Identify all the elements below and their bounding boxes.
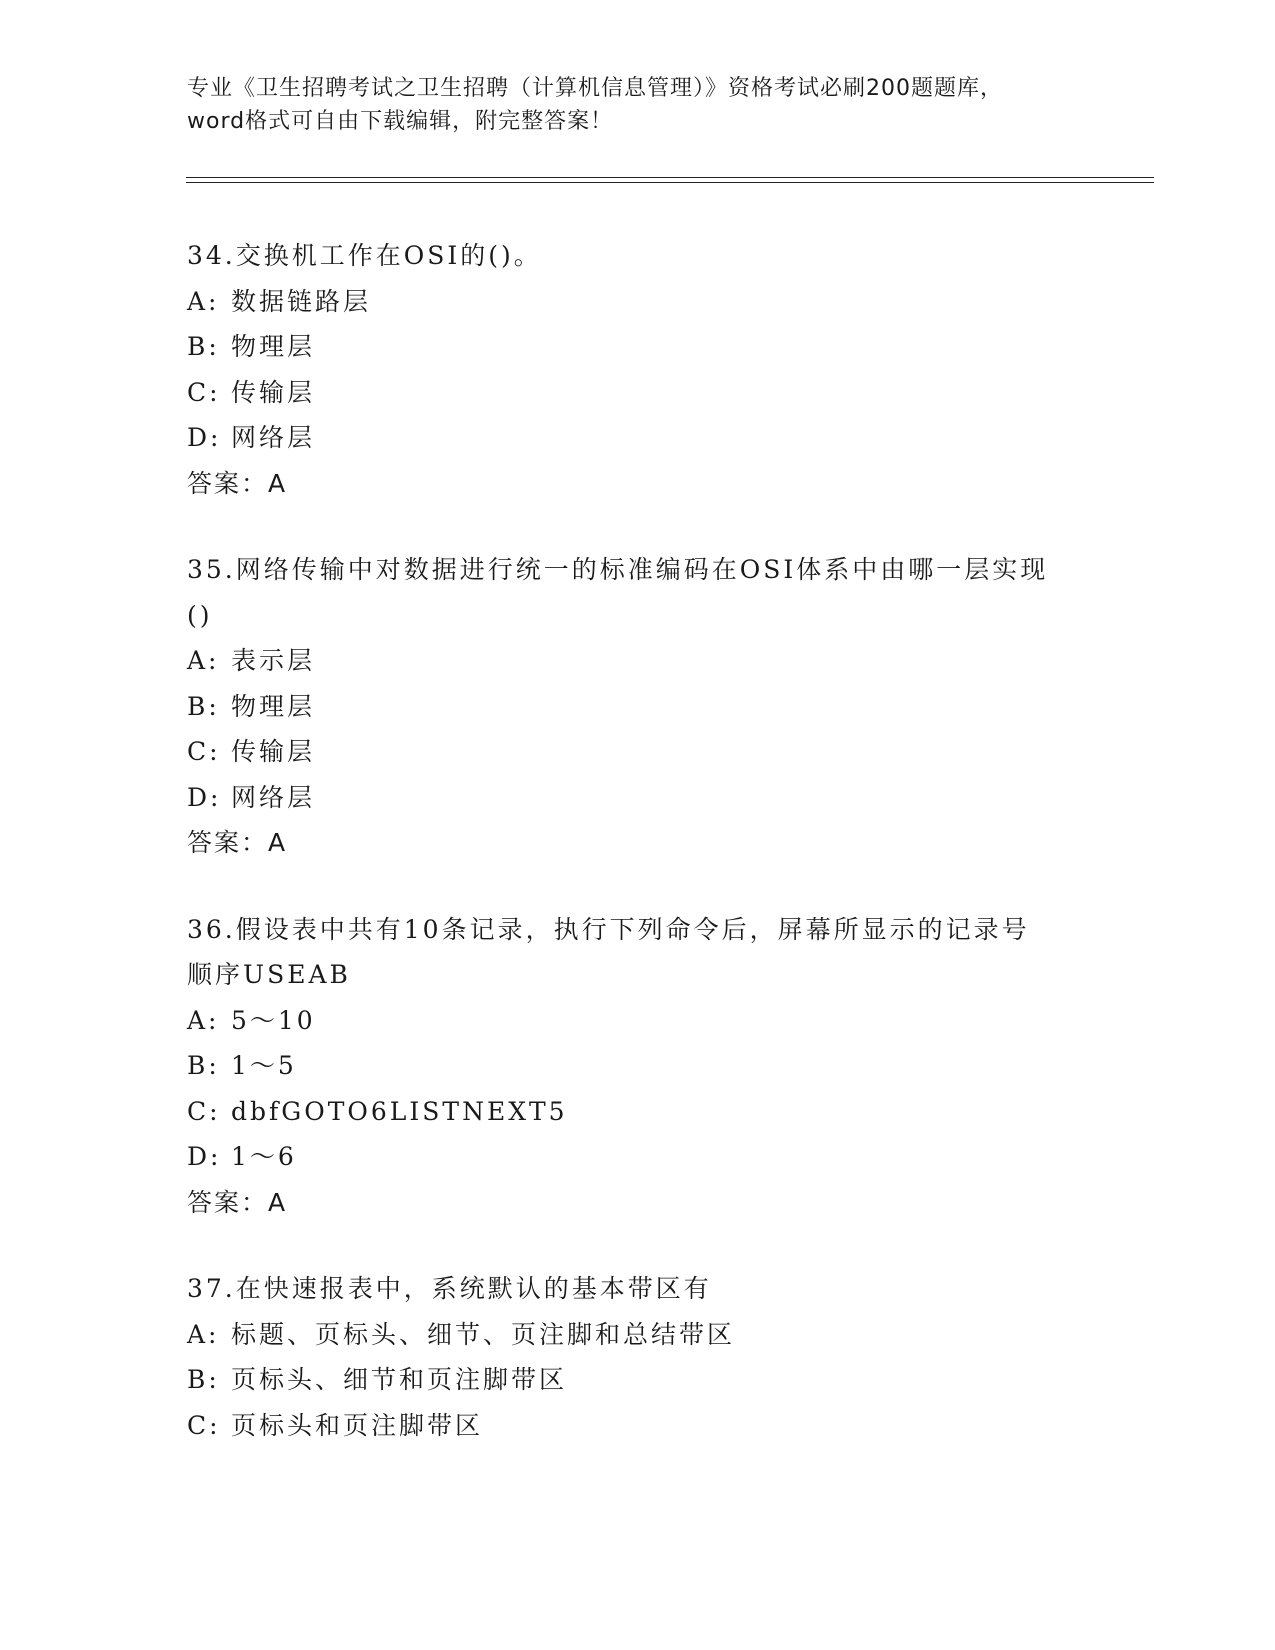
option-letter: C: — [187, 737, 221, 766]
answer-option — [187, 684, 1087, 730]
answer-option — [187, 279, 1087, 325]
option-letter: A: — [187, 1319, 220, 1349]
answer-option — [187, 1312, 1087, 1358]
question-list — [187, 233, 1087, 1489]
option-letter: D: — [187, 423, 222, 452]
option-text: 标题、页标头、细节、页注脚和总结带区 — [231, 1319, 736, 1349]
answer-option — [187, 1357, 1087, 1403]
option-letter: C: — [187, 1410, 221, 1440]
answer-option — [187, 1043, 1087, 1089]
question-stem: 36.假设表中共有10条记录，执行下列命令后，屏幕所显示的记录号 — [187, 914, 1030, 944]
option-text: 物理层 — [231, 332, 316, 361]
option-letter: C: — [187, 377, 221, 407]
option-text: 1～5 — [231, 1051, 297, 1080]
answer-key: 答案：A — [187, 468, 288, 498]
header-line-1: 专业《卫生招聘考试之卫生招聘（计算机信息管理）》资格考试必刷200题题库， — [187, 76, 1003, 101]
question-stem: 34.交换机工作在OSI的()。 — [187, 241, 542, 270]
header-line-2: word格式可自由下载编辑，附完整答案！ — [187, 109, 614, 134]
option-letter: A: — [187, 286, 220, 316]
answer-option — [187, 415, 1087, 461]
question-block — [187, 1266, 1087, 1448]
option-letter: B: — [187, 691, 220, 721]
option-text: dbfGOTO6LISTNEXT5 — [231, 1096, 568, 1126]
question-block — [187, 547, 1087, 866]
question-stem: 35.网络传输中对数据进行统一的标准编码在OSI体系中由哪一层实现 — [187, 555, 1049, 584]
option-text: 5～10 — [231, 1005, 316, 1035]
answer-option — [187, 370, 1087, 416]
document-header — [187, 72, 1087, 138]
header-divider-top — [186, 177, 1154, 178]
option-text: 物理层 — [231, 691, 316, 721]
option-text: 数据链路层 — [231, 286, 372, 316]
option-text: 网络层 — [231, 782, 316, 812]
option-text: 网络层 — [231, 423, 316, 452]
option-letter: B: — [187, 1365, 220, 1394]
option-letter: B: — [187, 332, 220, 361]
option-text: 传输层 — [231, 737, 316, 766]
answer-option — [187, 1403, 1087, 1449]
answer-key: 答案：A — [187, 1187, 288, 1217]
option-letter: A: — [187, 646, 220, 675]
answer-option — [187, 324, 1087, 370]
answer-option — [187, 638, 1087, 684]
question-stem: 37.在快速报表中，系统默认的基本带区有 — [187, 1274, 712, 1303]
question-stem: 顺序USEAB — [187, 960, 351, 989]
option-letter: B: — [187, 1051, 220, 1080]
answer-option — [187, 729, 1087, 775]
option-letter: D: — [187, 782, 222, 812]
option-text: 页标头和页注脚带区 — [231, 1410, 484, 1440]
option-letter: A: — [187, 1005, 220, 1035]
option-text: 页标头、细节和页注脚带区 — [231, 1365, 568, 1394]
header-divider-bottom — [186, 182, 1154, 183]
option-text: 1～6 — [231, 1142, 297, 1171]
question-block — [187, 233, 1087, 506]
answer-option — [187, 1089, 1087, 1135]
answer-option — [187, 775, 1087, 821]
question-stem: () — [187, 600, 213, 630]
answer-key: 答案：A — [187, 828, 288, 857]
option-text: 表示层 — [231, 646, 316, 675]
answer-option — [187, 1134, 1087, 1180]
question-block — [187, 907, 1087, 1226]
answer-option — [187, 998, 1087, 1044]
option-text: 传输层 — [231, 377, 316, 407]
option-letter: D: — [187, 1142, 222, 1171]
option-letter: C: — [187, 1096, 221, 1126]
